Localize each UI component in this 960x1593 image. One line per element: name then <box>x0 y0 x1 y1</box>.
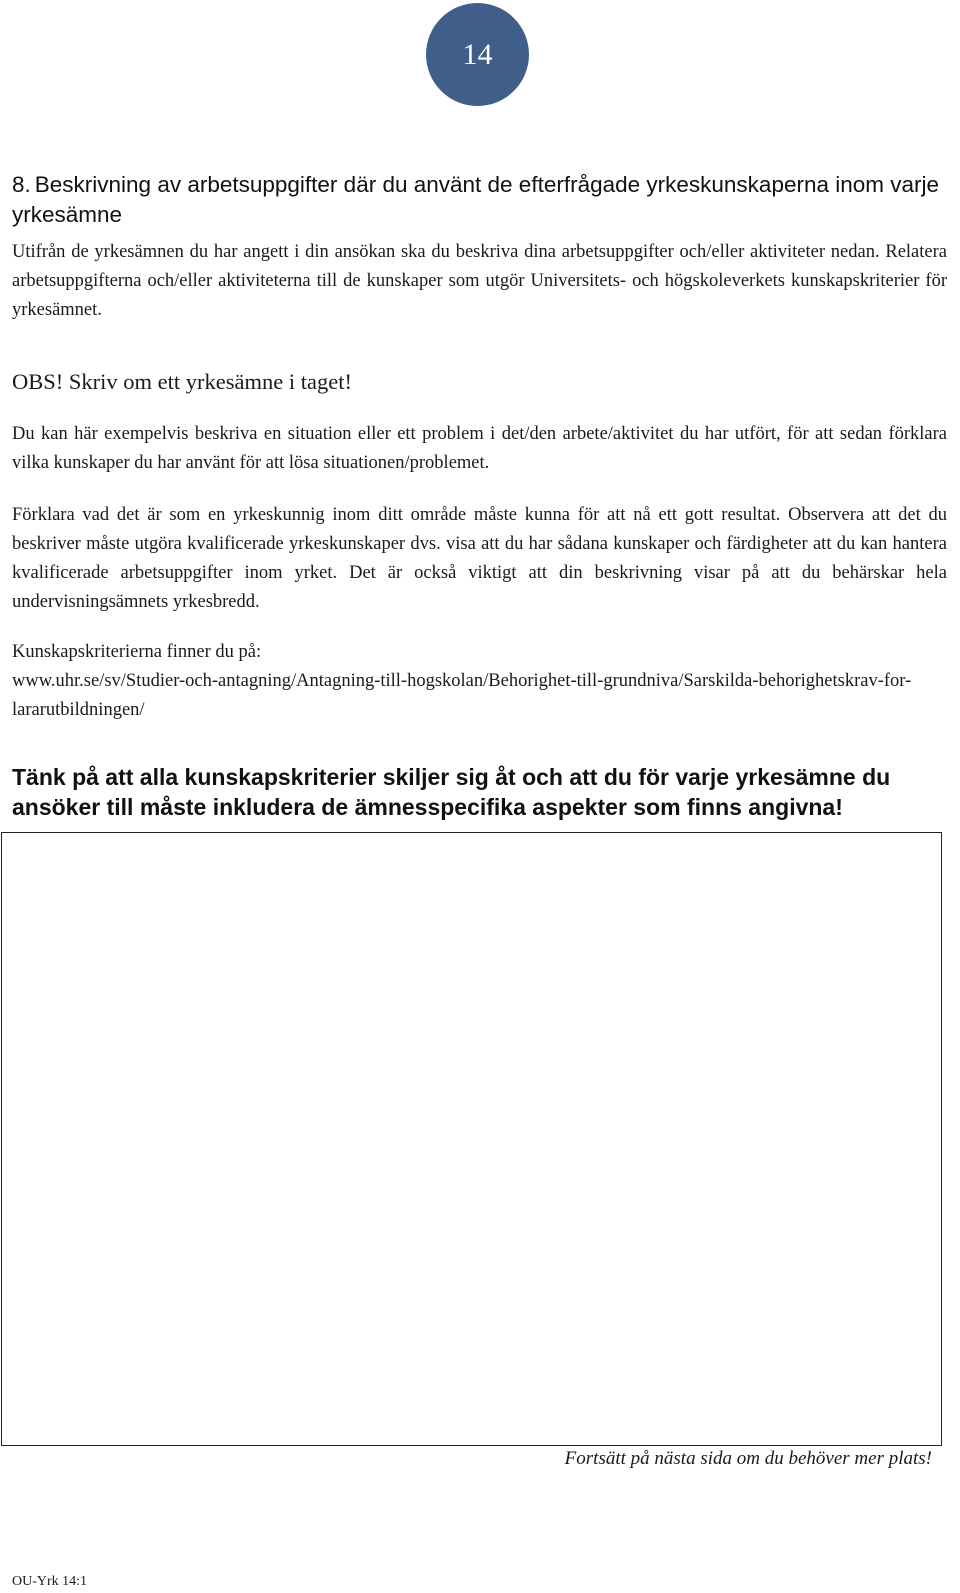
answer-text-box[interactable] <box>1 832 942 1446</box>
page-number: 14 <box>462 37 493 71</box>
obs-notice: OBS! Skriv om ett yrkesämne i taget! <box>12 369 352 394</box>
instruction-paragraph-1: Du kan här exempelvis beskriva en situation eller ett problem i det/den arbete/aktivitet du har utfört, för att sedan förklara vilka kunskaper du har använt för att lösa situationen/problemet. <box>12 424 947 473</box>
continue-note: Fortsätt på nästa sida om du behöver mer plats! <box>564 1448 932 1469</box>
section-number: 8. <box>12 172 31 197</box>
criteria-label: Kunskapskriterierna finner du på: <box>12 642 262 662</box>
criteria-callout: Tänk på att alla kunskapskriterier skiljer sig åt och att du för varje yrkesämne du ansöker till måste inkludera de ämnesspecifika aspekter som finns angivna! <box>12 764 891 820</box>
criteria-url: www.uhr.se/sv/Studier-och-antagning/Antagning-till-hogskolan/Behorighet-till-grundniva/Sarskilda-behorighetskrav-for-lararutbildningen/ <box>12 671 912 720</box>
form-code: OU-Yrk 14:1 <box>12 1574 88 1589</box>
criteria-reference <box>12 638 947 725</box>
section-title: Beskrivning av arbetsuppgifter där du använt de efterfrågade yrkeskunskaperna inom varje yrkesämne <box>12 172 940 227</box>
intro-text: Utifrån de yrkesämnen du har angett i din ansökan ska du beskriva dina arbetsuppgifter och/eller aktiviteter nedan. Relatera arbetsuppgifterna och/eller aktiviteterna till de kunskaper som utgör Universitets- och högskoleverkets kunskapskriterier för yrkesämnet. <box>12 242 947 320</box>
page-number-badge <box>426 3 529 106</box>
instruction-paragraph-2: Förklara vad det är som en yrkeskunnig inom ditt område måste kunna för att nå ett gott resultat. Observera att det du beskriver måste utgöra kvalificerade yrkeskunskaper dvs. visa att du har sådana kunskaper och färdigheter att du kan hantera kvalificerade arbetsuppgifter inom yrket. Det är också viktigt att din beskrivning visar på att du behärskar hela undervisningsämnets yrkesbredd. <box>12 505 947 612</box>
section-heading <box>12 170 942 230</box>
